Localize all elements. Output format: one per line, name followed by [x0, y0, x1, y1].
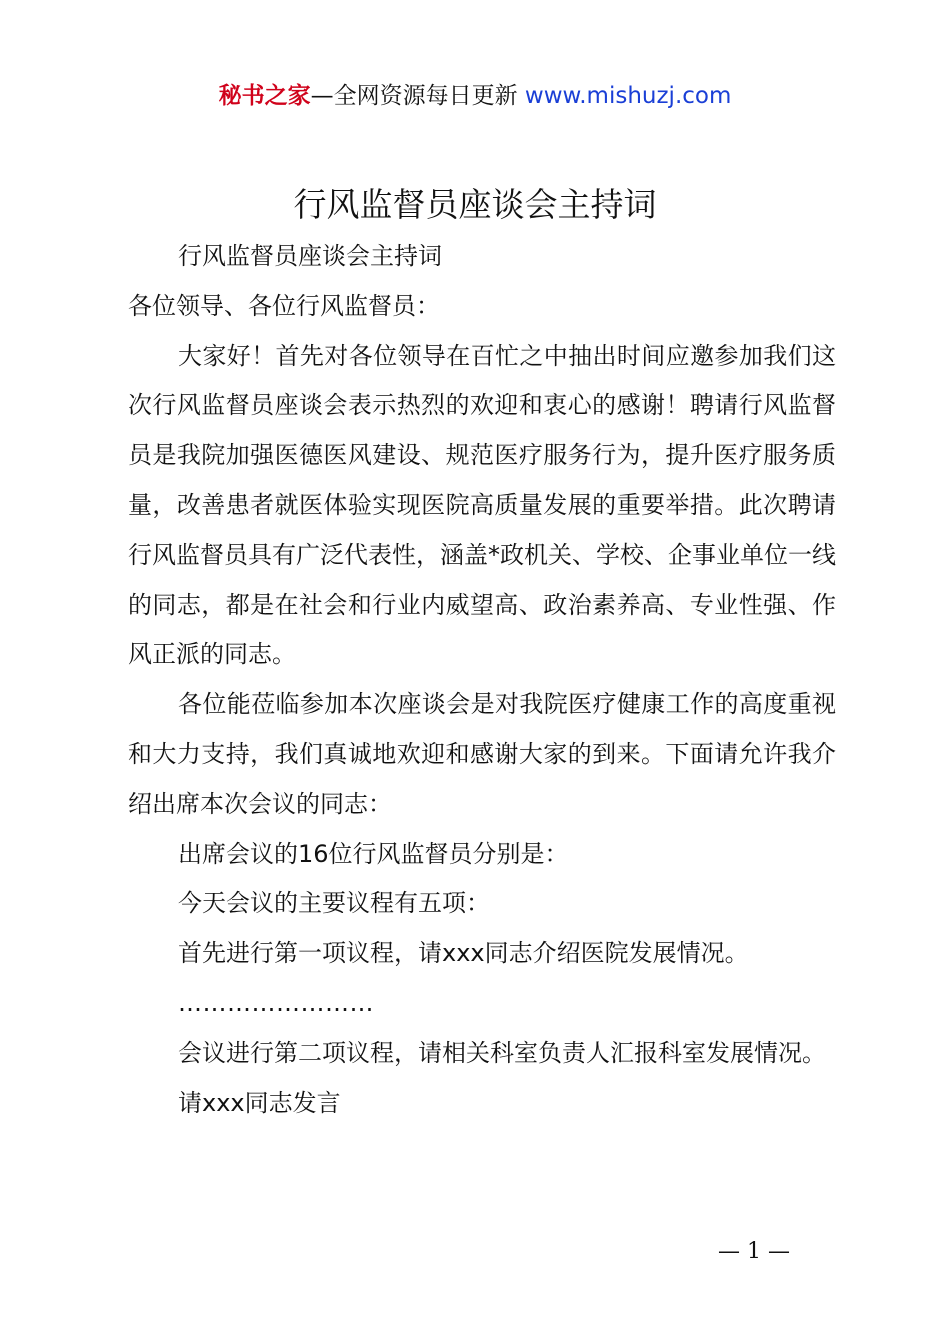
subtitle-paragraph: 行风监督员座谈会主持词	[178, 242, 442, 270]
body-paragraph: 首先进行第一项议程，请xxx同志介绍医院发展情况。	[178, 939, 749, 968]
site-brand: 秘书之家	[218, 83, 311, 109]
document-title: 行风监督员座谈会主持词	[293, 185, 657, 224]
ellipsis-paragraph: ……………………	[178, 988, 374, 1017]
body-paragraph: 出席会议的16位行风监督员分别是：	[178, 839, 569, 868]
body-paragraph: 大家好！首先对各位领导在百忙之中抽出时间应邀参加我们这次行风监督员座谈会表示热烈的欢迎和衷心的感谢！聘请行风监督员是我院加强医德医风建设、规范医疗服务行为，提升医疗服务质量，改善患者就医体验实现医院高质量发展的重要举措。此次聘请行风监督员具有广泛代表性，涵盖*政机关、学校、企事业单位一线的同志，都是在社会和行业内威望高、政治素养高、专业性强、作风正派的同志。	[128, 341, 836, 669]
header-separator: —	[310, 83, 334, 109]
salutation-paragraph: 各位领导、各位行风监督员：	[128, 291, 440, 320]
header-slogan: 全网资源每日更新	[333, 83, 518, 109]
body-paragraph: 今天会议的主要议程有五项：	[178, 889, 490, 918]
body-paragraph: 请xxx同志发言	[178, 1088, 341, 1117]
site-header	[0, 80, 950, 112]
document-body	[128, 232, 836, 1128]
site-url-link[interactable]: www.mishuzj.com	[524, 83, 732, 109]
body-paragraph: 各位能莅临参加本次座谈会是对我院医疗健康工作的高度重视和大力支持，我们真诚地欢迎和感谢大家的到来。下面请允许我介绍出席本次会议的同志：	[128, 690, 836, 818]
page-number: — 1 —	[718, 1239, 790, 1264]
body-paragraph: 会议进行第二项议程，请相关科室负责人汇报科室发展情况。	[178, 1038, 826, 1067]
